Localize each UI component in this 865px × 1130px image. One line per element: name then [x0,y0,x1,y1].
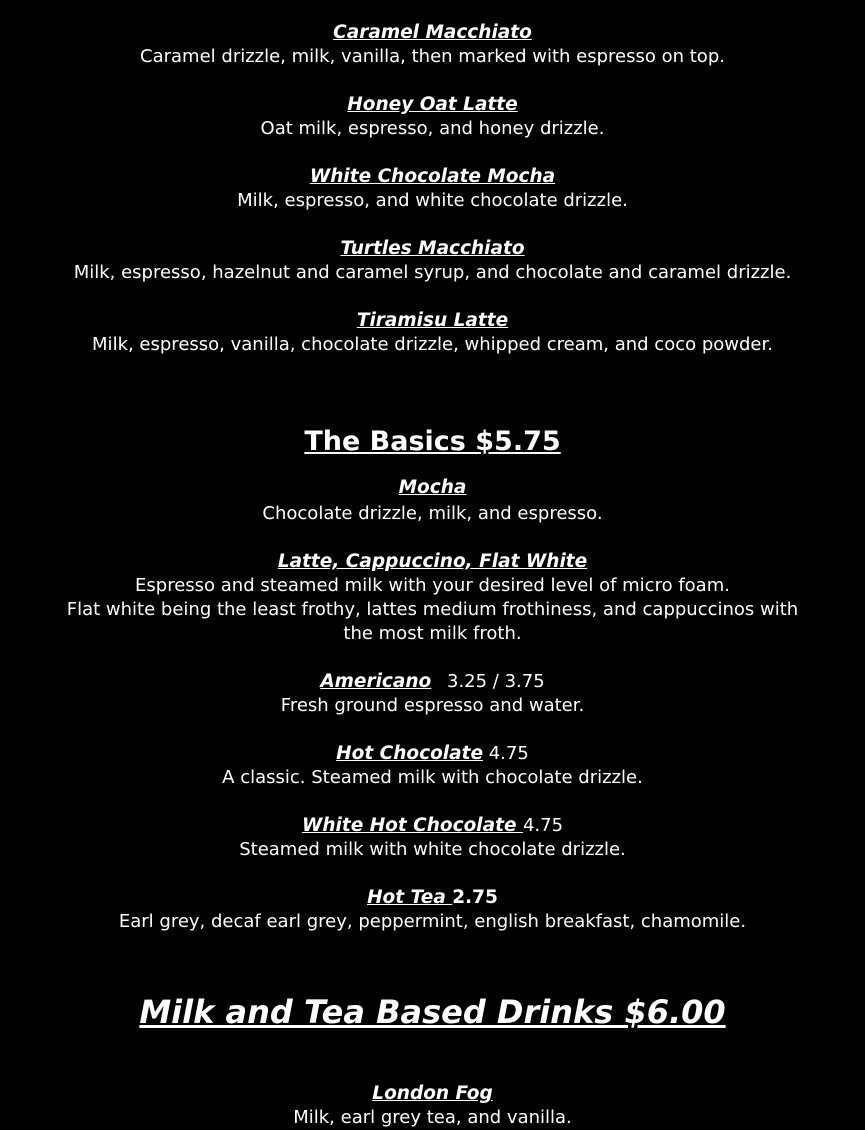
item-name-americano: Americano [320,671,432,692]
item-price-hot-chocolate: 4.75 [488,743,529,764]
item-desc-latte-line2: Flat white being the least frothy, lattes medium frothiness, and cappuccinos with [66,599,799,620]
item-desc-white-chocolate-mocha: Milk, espresso, and white chocolate drizzle. [237,190,628,211]
item-price-white-hot-chocolate: 4.75 [522,815,564,836]
item-desc-london-fog: Milk, earl grey tea, and vanilla. [293,1107,572,1128]
item-name-honey-oat-latte: Honey Oat Latte [347,94,518,115]
item-desc-latte-line3: the most milk froth. [343,623,522,644]
item-desc-americano: Fresh ground espresso and water. [280,695,585,716]
item-name-mocha: Mocha [398,477,467,498]
item-desc-hot-tea: Earl grey, decaf earl grey, peppermint, english breakfast, chamomile. [118,911,747,932]
item-desc-hot-chocolate: A classic. Steamed milk with chocolate drizzle. [222,767,643,788]
item-line-white-hot-chocolate [0,814,865,838]
item-price-americano: 3.25 / 3.75 [447,671,545,692]
item-desc-turtles-macchiato: Milk, espresso, hazelnut and caramel syrup, and chocolate and caramel drizzle. [73,262,792,283]
item-desc-mocha: Chocolate drizzle, milk, and espresso. [262,503,603,524]
item-line-hot-chocolate [0,742,865,766]
item-name-hot-chocolate: Hot Chocolate [336,743,483,764]
item-price-hot-tea: 2.75 [452,887,498,908]
item-name-latte-cappuccino-flat-white: Latte, Cappuccino, Flat White [277,551,588,572]
item-name-turtles-macchiato: Turtles Macchiato [340,238,525,259]
section-title-milk-tea: Milk and Tea Based Drinks $6.00 [139,993,726,1031]
item-name-caramel-macchiato: Caramel Macchiato [333,22,532,43]
item-name-white-chocolate-mocha: White Chocolate Mocha [309,166,556,187]
item-name-hot-tea: Hot Tea [367,887,453,908]
item-name-tiramisu-latte: Tiramisu Latte [356,310,509,331]
item-name-white-hot-chocolate: White Hot Chocolate [301,815,523,836]
item-name-london-fog: London Fog [372,1083,493,1104]
item-line-americano [0,670,865,694]
item-desc-honey-oat-latte: Oat milk, espresso, and honey drizzle. [260,118,605,139]
item-desc-latte-line1: Espresso and steamed milk with your desired level of micro foam. [135,575,730,596]
item-desc-caramel-macchiato: Caramel drizzle, milk, vanilla, then marked with espresso on top. [140,46,725,67]
item-desc-white-hot-chocolate: Steamed milk with white chocolate drizzle. [239,839,626,860]
section-title-basics: The Basics $5.75 [304,426,561,457]
item-line-hot-tea [0,886,865,910]
item-desc-tiramisu-latte: Milk, espresso, vanilla, chocolate drizzle, whipped cream, and coco powder. [92,334,773,355]
